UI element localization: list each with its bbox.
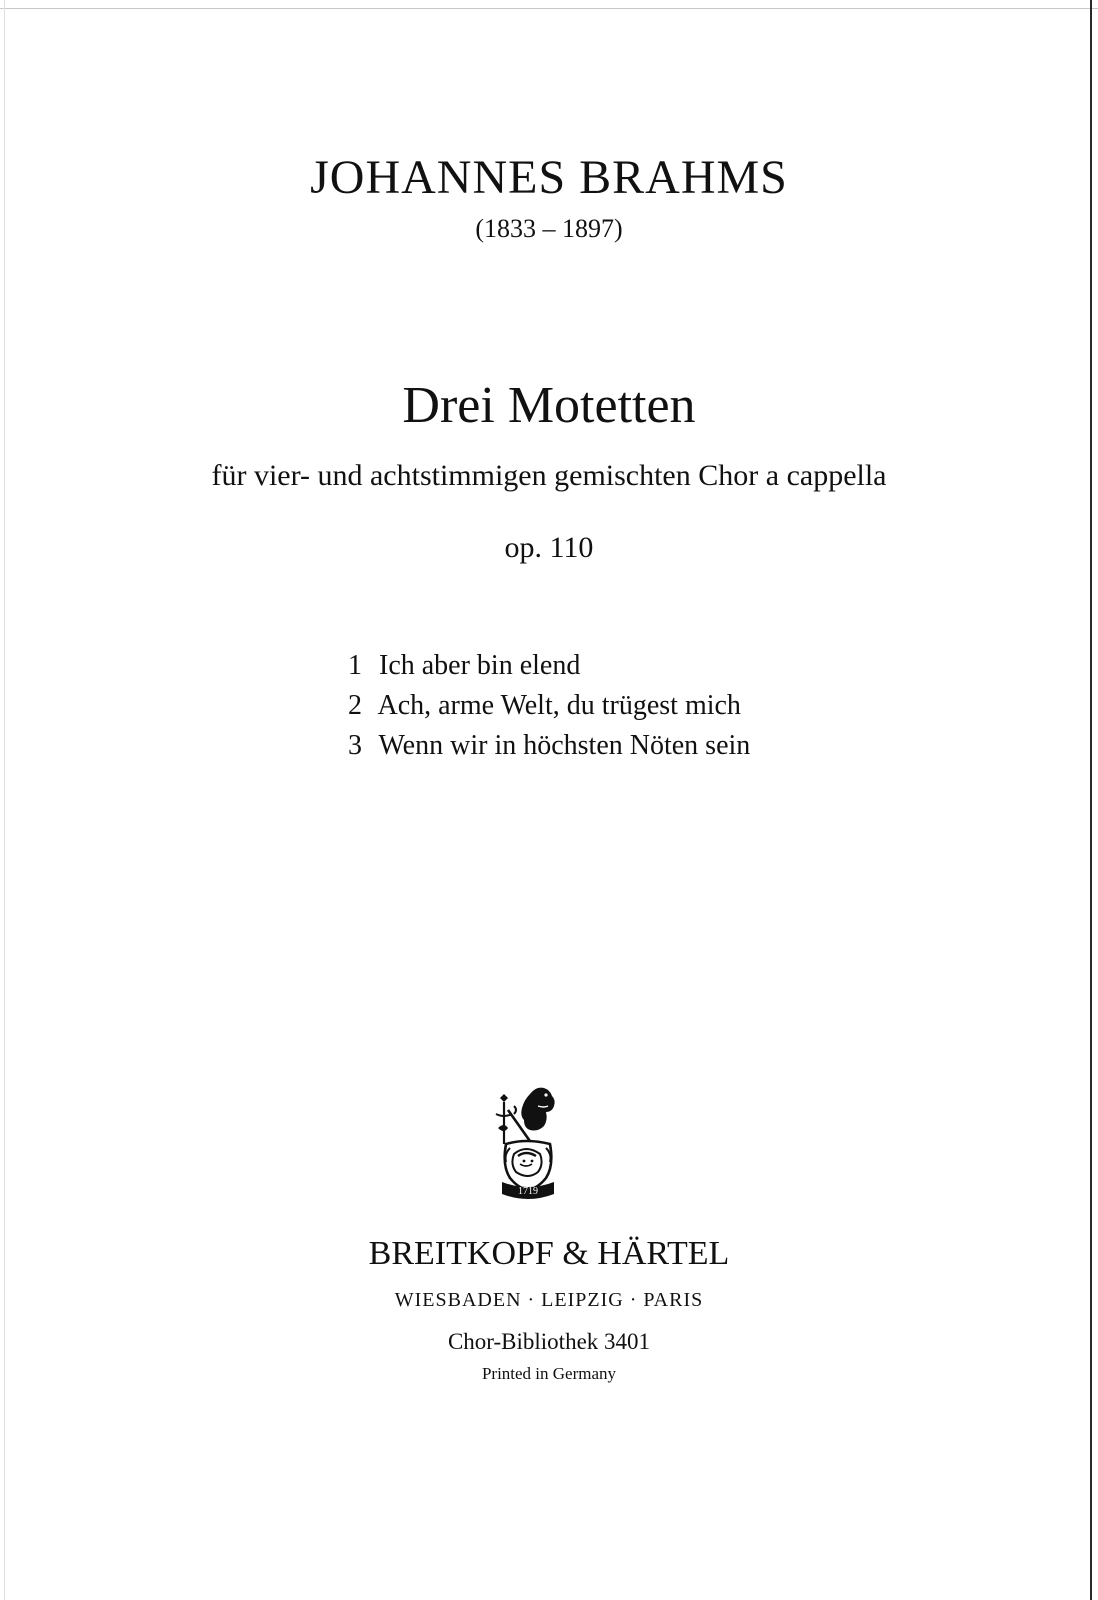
item-title: Wenn wir in höchsten Nöten sein — [378, 730, 751, 761]
item-number: 1 — [348, 650, 362, 681]
scan-edge-top — [0, 8, 1098, 9]
work-subtitle: für vier- und achtstimmigen gemischten Chor a cappella — [211, 459, 887, 492]
list-item — [348, 726, 750, 766]
catalog-number: Chor-Bibliothek 3401 — [447, 1329, 651, 1354]
list-item — [348, 646, 750, 686]
item-title: Ach, arme Welt, du trügest mich — [377, 690, 741, 721]
composer-lifespan: (1833 – 1897) — [475, 214, 623, 243]
item-number: 3 — [348, 730, 362, 761]
publisher-cities: WIESBADEN · LEIPZIG · PARIS — [394, 1289, 704, 1311]
composer-name: JOHANNES BRAHMS — [310, 151, 788, 204]
item-number: 2 — [348, 690, 362, 721]
contents-list — [348, 646, 750, 766]
publisher-name: BREITKOPF & HÄRTEL — [368, 1235, 730, 1272]
publisher-emblem-icon — [484, 1084, 568, 1200]
printed-note: Printed in Germany — [481, 1364, 617, 1383]
work-title: Drei Motetten — [402, 377, 696, 434]
item-title: Ich aber bin elend — [379, 650, 581, 681]
list-item — [348, 686, 750, 726]
emblem-year: 1719 — [518, 1186, 538, 1197]
opus-number: op. 110 — [504, 531, 594, 564]
